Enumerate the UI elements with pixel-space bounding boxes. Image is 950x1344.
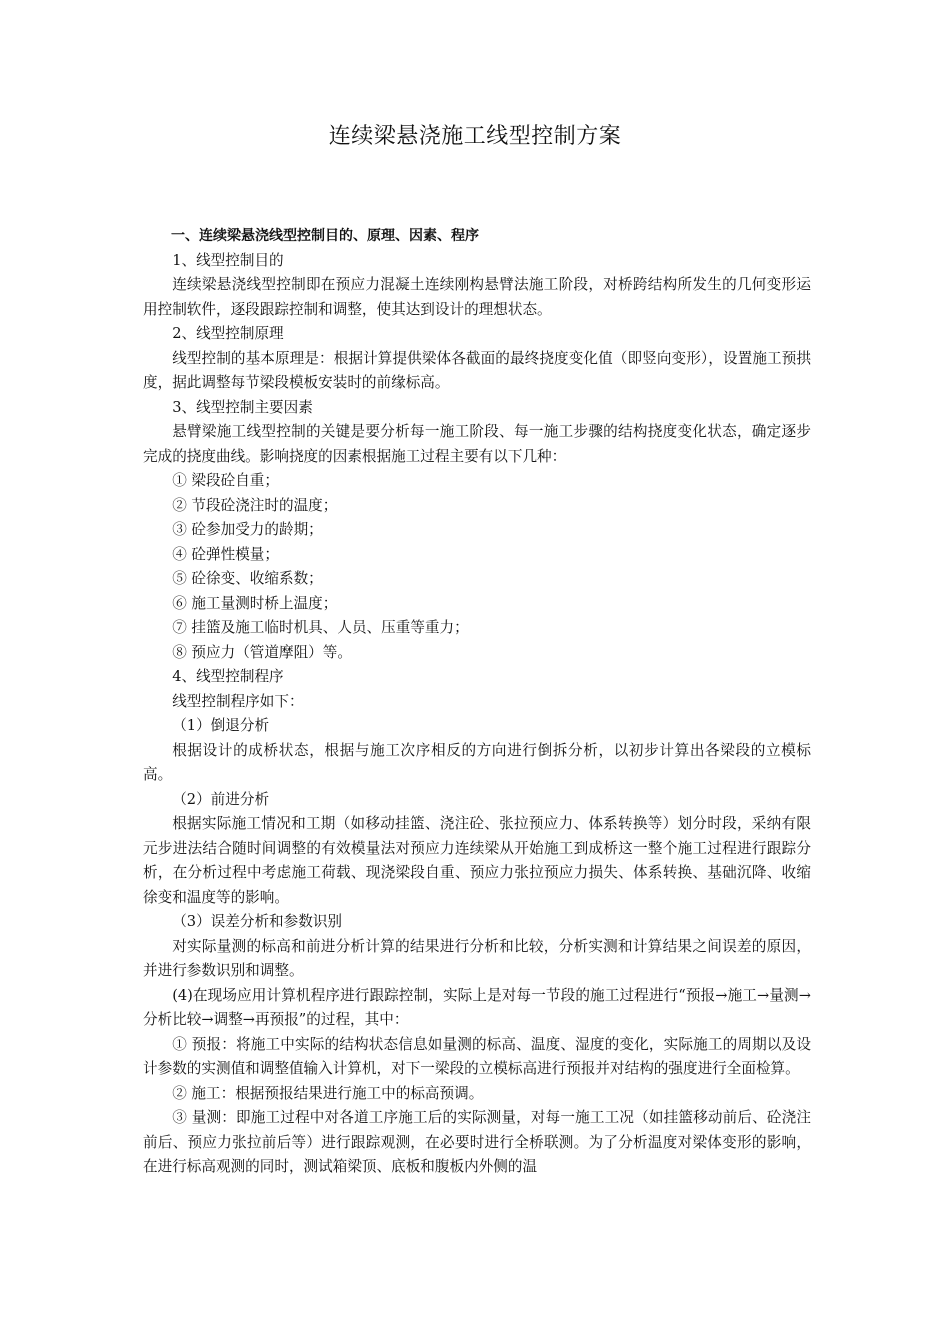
paragraph: 悬臂梁施工线型控制的关键是要分析每一施工阶段、每一施工步骤的结构挠度变化状态，确定逐步完成的挠度曲线。影响挠度的因素根据施工过程主要有以下几种：	[143, 423, 811, 465]
list-item: ⑧ 预应力（管道摩阻）等。	[172, 643, 352, 661]
paragraph: (4)在现场应用计算机程序进行跟踪控制，实际上是对每一节段的施工过程进行“预报→施工→量测→分析比较→调整→再预报”的过程，其中：	[143, 986, 811, 1028]
list-item: ⑤ 砼徐变、收缩系数；	[172, 570, 323, 587]
list-item: ⑦ 挂篮及施工临时机具、人员、压重等重力；	[172, 619, 469, 636]
list-item: ⑥ 施工量测时桥上温度；	[172, 594, 338, 612]
step-heading: （2）前进分析	[172, 790, 270, 808]
paragraph: 对实际量测的标高和前进分析计算的结果进行分析和比较，分析实测和计算结果之间误差的原因，并进行参数识别和调整。	[143, 937, 811, 979]
subsection-heading: 1、线型控制目的	[172, 251, 284, 269]
list-item: ② 施工：根据预报结果进行施工中的标高预调。	[172, 1084, 484, 1102]
subsection-heading: 3、线型控制主要因素	[172, 398, 313, 416]
section-heading: 一、连续梁悬浇线型控制目的、原理、因素、程序	[171, 228, 479, 244]
list-item: ① 梁段砼自重；	[172, 472, 279, 489]
paragraph: 根据实际施工情况和工期（如移动挂篮、浇注砼、张拉预应力、体系转换等）划分时段，采纳有限元步进法结合随时间调整的有效模量法对预应力连续梁从开始施工到成桥这一整个施工过程进行跟踪分析，在分析过程中考虑施工荷载、现浇梁段自重、预应力张拉预应力损失、体系转换、基础沉降、收缩徐变和温度等的影响。	[143, 815, 811, 906]
list-item: ① 预报：将施工中实际的结构状态信息如量测的标高、温度、湿度的变化，实际施工的周期以及设计参数的实测值和调整值输入计算机，对下一梁段的立模标高进行预报并对结构的强度进行全面检算。	[143, 1035, 811, 1077]
list-item: ② 节段砼浇注时的温度；	[172, 496, 338, 514]
step-heading: （1）倒退分析	[172, 717, 270, 734]
subsection-heading: 4、线型控制程序	[172, 668, 284, 685]
list-item: ③ 砼参加受力的龄期；	[172, 521, 323, 538]
paragraph: 根据设计的成桥状态，根据与施工次序相反的方向进行倒拆分析，以初步计算出各梁段的立模标高。	[143, 741, 811, 783]
paragraph: 线型控制程序如下：	[172, 692, 304, 710]
step-heading: （3）误差分析和参数识别	[172, 913, 343, 930]
list-item: ④ 砼弹性模量；	[172, 545, 279, 563]
list-item: ③ 量测：即施工过程中对各道工序施工后的实际测量，对每一施工工况（如挂篮移动前后、砼浇注前后、预应力张拉前后等）进行跟踪观测，在必要时进行全桥联测。为了分析温度对梁体变形的影响，在进行标高观测的同时，测试箱梁顶、底板和腹板内外侧的温	[143, 1109, 811, 1175]
document-body	[143, 224, 811, 1180]
paragraph: 连续梁悬浇线型控制即在预应力混凝土连续刚构悬臂法施工阶段，对桥跨结构所发生的几何变形运用控制软件，逐段跟踪控制和调整，使其达到设计的理想状态。	[143, 276, 811, 318]
subsection-heading: 2、线型控制原理	[172, 325, 284, 342]
document-title: 连续梁悬浇施工线型控制方案	[328, 124, 622, 149]
paragraph: 线型控制的基本原理是：根据计算提供梁体各截面的最终挠度变化值（即竖向变形），设置施工预拱度，据此调整每节梁段模板安装时的前缘标高。	[143, 349, 811, 391]
